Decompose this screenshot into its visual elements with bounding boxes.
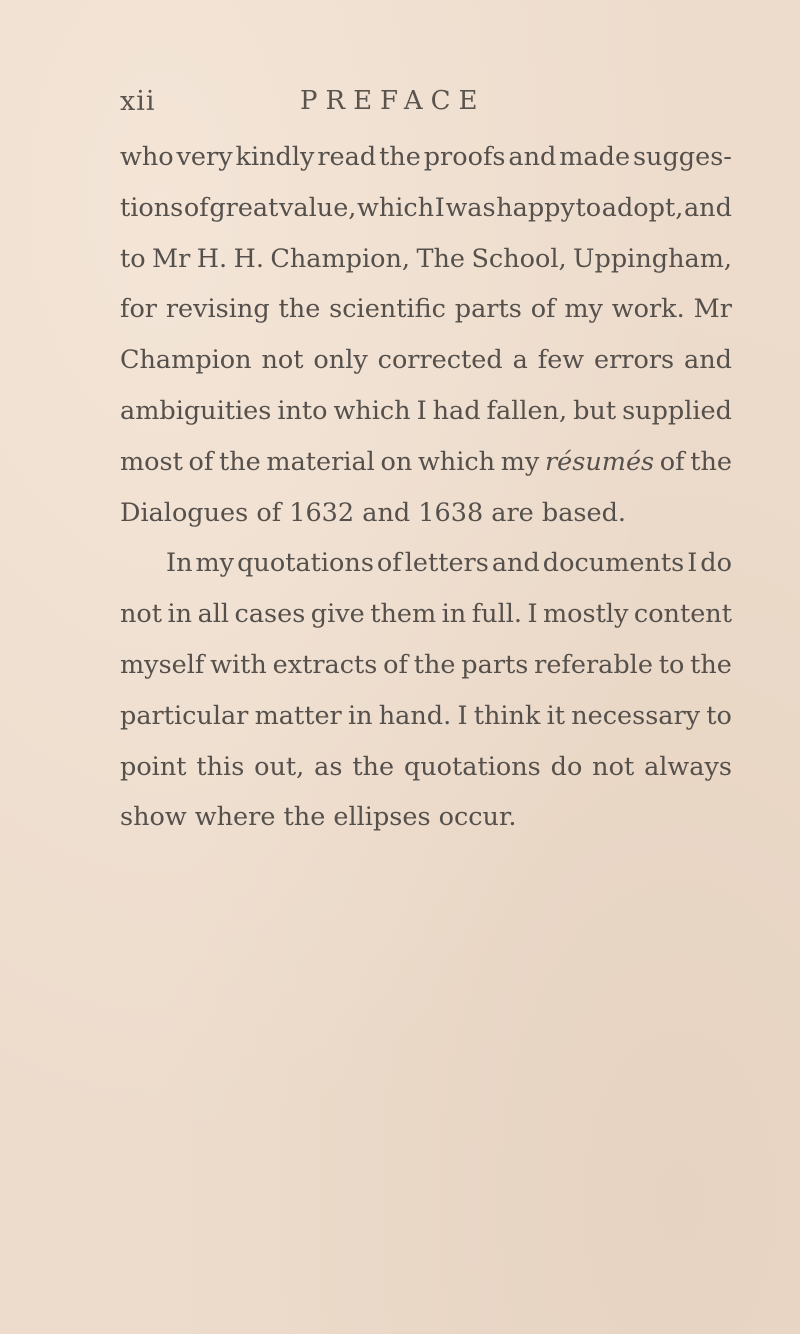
word: tions xyxy=(120,192,184,223)
word: the xyxy=(352,751,395,782)
word: my xyxy=(564,294,603,325)
word: parts xyxy=(461,649,529,680)
word: a xyxy=(512,345,528,376)
word: myself xyxy=(120,649,205,680)
word: In xyxy=(166,548,193,579)
word: of xyxy=(530,294,556,325)
body-text xyxy=(120,132,732,843)
word: to xyxy=(575,192,602,223)
page-number: xii xyxy=(120,86,156,117)
word: of xyxy=(183,192,209,223)
word: value, xyxy=(279,192,357,223)
word: happy xyxy=(496,192,575,223)
word: documents xyxy=(542,548,685,579)
text-line xyxy=(120,234,732,285)
word: who xyxy=(120,142,174,172)
word: I xyxy=(527,599,538,630)
word: always xyxy=(644,751,732,782)
word: not xyxy=(261,345,304,376)
word: work. xyxy=(611,294,685,325)
word: letters xyxy=(404,548,489,579)
word: only xyxy=(313,345,368,376)
word: great xyxy=(209,192,279,223)
word: out, xyxy=(254,751,305,782)
word: to xyxy=(658,649,685,680)
word: and xyxy=(683,192,732,223)
word: in xyxy=(347,700,373,731)
word: but xyxy=(573,395,617,426)
word: H. xyxy=(233,243,264,274)
word: full. xyxy=(471,599,522,630)
word: revising xyxy=(165,294,270,325)
word: not xyxy=(120,599,163,630)
word: which xyxy=(417,446,496,477)
word: Mr xyxy=(152,243,191,274)
word: I xyxy=(416,395,427,426)
word: give xyxy=(310,599,365,630)
word: and xyxy=(491,548,540,579)
word: I xyxy=(457,700,468,731)
line-text: Dialogues of 1632 and 1638 are based. xyxy=(120,497,627,528)
word: referable xyxy=(534,649,653,680)
word: of xyxy=(188,446,214,477)
word: my xyxy=(500,446,540,477)
word: of xyxy=(376,548,402,579)
word: material xyxy=(266,446,375,477)
text-line xyxy=(120,538,732,589)
word: not xyxy=(592,751,635,782)
word: was xyxy=(445,192,496,223)
word: read xyxy=(317,142,377,172)
word: mostly xyxy=(543,599,629,630)
word: quotations xyxy=(237,548,374,579)
word: and xyxy=(684,345,732,376)
word: to xyxy=(120,243,146,274)
running-head-title: PREFACE xyxy=(300,86,486,116)
word: necessary xyxy=(571,700,701,731)
word: point xyxy=(120,751,187,782)
word: School, xyxy=(471,243,567,274)
word: supplied xyxy=(622,395,732,426)
word: parts xyxy=(454,294,522,325)
word: the xyxy=(278,294,321,325)
text-line xyxy=(120,183,732,234)
word: hand. xyxy=(378,700,452,731)
word: in xyxy=(167,599,193,630)
word: the xyxy=(218,446,261,477)
word: I xyxy=(687,548,698,579)
word: in xyxy=(441,599,467,630)
text-line xyxy=(120,437,732,488)
word: particular xyxy=(120,700,249,731)
word: Champion, xyxy=(270,243,411,274)
running-head xyxy=(120,86,732,126)
text-line xyxy=(120,691,732,742)
text-line xyxy=(120,792,732,843)
word: think xyxy=(473,700,541,731)
word: Mr xyxy=(693,294,732,325)
text-line xyxy=(120,488,732,539)
word: on xyxy=(380,446,413,477)
word: The xyxy=(416,243,466,274)
word: kindly xyxy=(235,142,315,172)
word: corrected xyxy=(377,345,503,376)
word: of xyxy=(659,446,685,477)
word: most xyxy=(120,446,183,477)
word: the xyxy=(413,649,456,680)
word: Uppingham, xyxy=(573,243,732,274)
word: the xyxy=(690,649,732,680)
word: with xyxy=(210,649,267,680)
word: and xyxy=(508,142,557,172)
text-line xyxy=(120,589,732,640)
word: made xyxy=(559,142,631,172)
word: errors xyxy=(594,345,675,376)
word: it xyxy=(546,700,566,731)
word: H. xyxy=(196,243,228,274)
text-line xyxy=(120,335,732,386)
word: this xyxy=(196,751,245,782)
text-line xyxy=(120,742,732,793)
word: of xyxy=(383,649,408,680)
word: adopt, xyxy=(601,192,684,223)
text-line xyxy=(120,284,732,335)
word: which xyxy=(333,395,411,426)
word: had xyxy=(432,395,481,426)
word: into xyxy=(277,395,328,426)
line-text: show where the ellipses occur. xyxy=(120,802,517,833)
word: quotations xyxy=(403,751,541,782)
italic-term: résumés xyxy=(544,446,655,477)
word: as xyxy=(314,751,343,782)
word: sugges- xyxy=(632,142,732,172)
word: extracts xyxy=(272,649,378,680)
word: very xyxy=(176,142,233,172)
word: all xyxy=(197,599,230,630)
word: Champion xyxy=(120,345,252,376)
word: my xyxy=(195,548,235,579)
word: content xyxy=(633,599,732,630)
word: cases xyxy=(234,599,306,630)
word: few xyxy=(537,345,585,376)
word: them xyxy=(370,599,437,630)
word: the xyxy=(379,142,421,172)
word: fallen, xyxy=(486,395,568,426)
word: I xyxy=(434,192,445,223)
text-line xyxy=(120,386,732,437)
word: scientific xyxy=(329,294,446,325)
word: for xyxy=(120,294,157,325)
word: the xyxy=(690,446,732,477)
word: which xyxy=(357,192,435,223)
word: do xyxy=(700,548,732,579)
word: to xyxy=(706,700,732,731)
word: matter xyxy=(254,700,342,731)
word: ambiguities xyxy=(120,395,272,426)
word: proofs xyxy=(423,142,506,172)
text-line xyxy=(120,132,732,183)
word: do xyxy=(550,751,583,782)
text-line xyxy=(120,640,732,691)
